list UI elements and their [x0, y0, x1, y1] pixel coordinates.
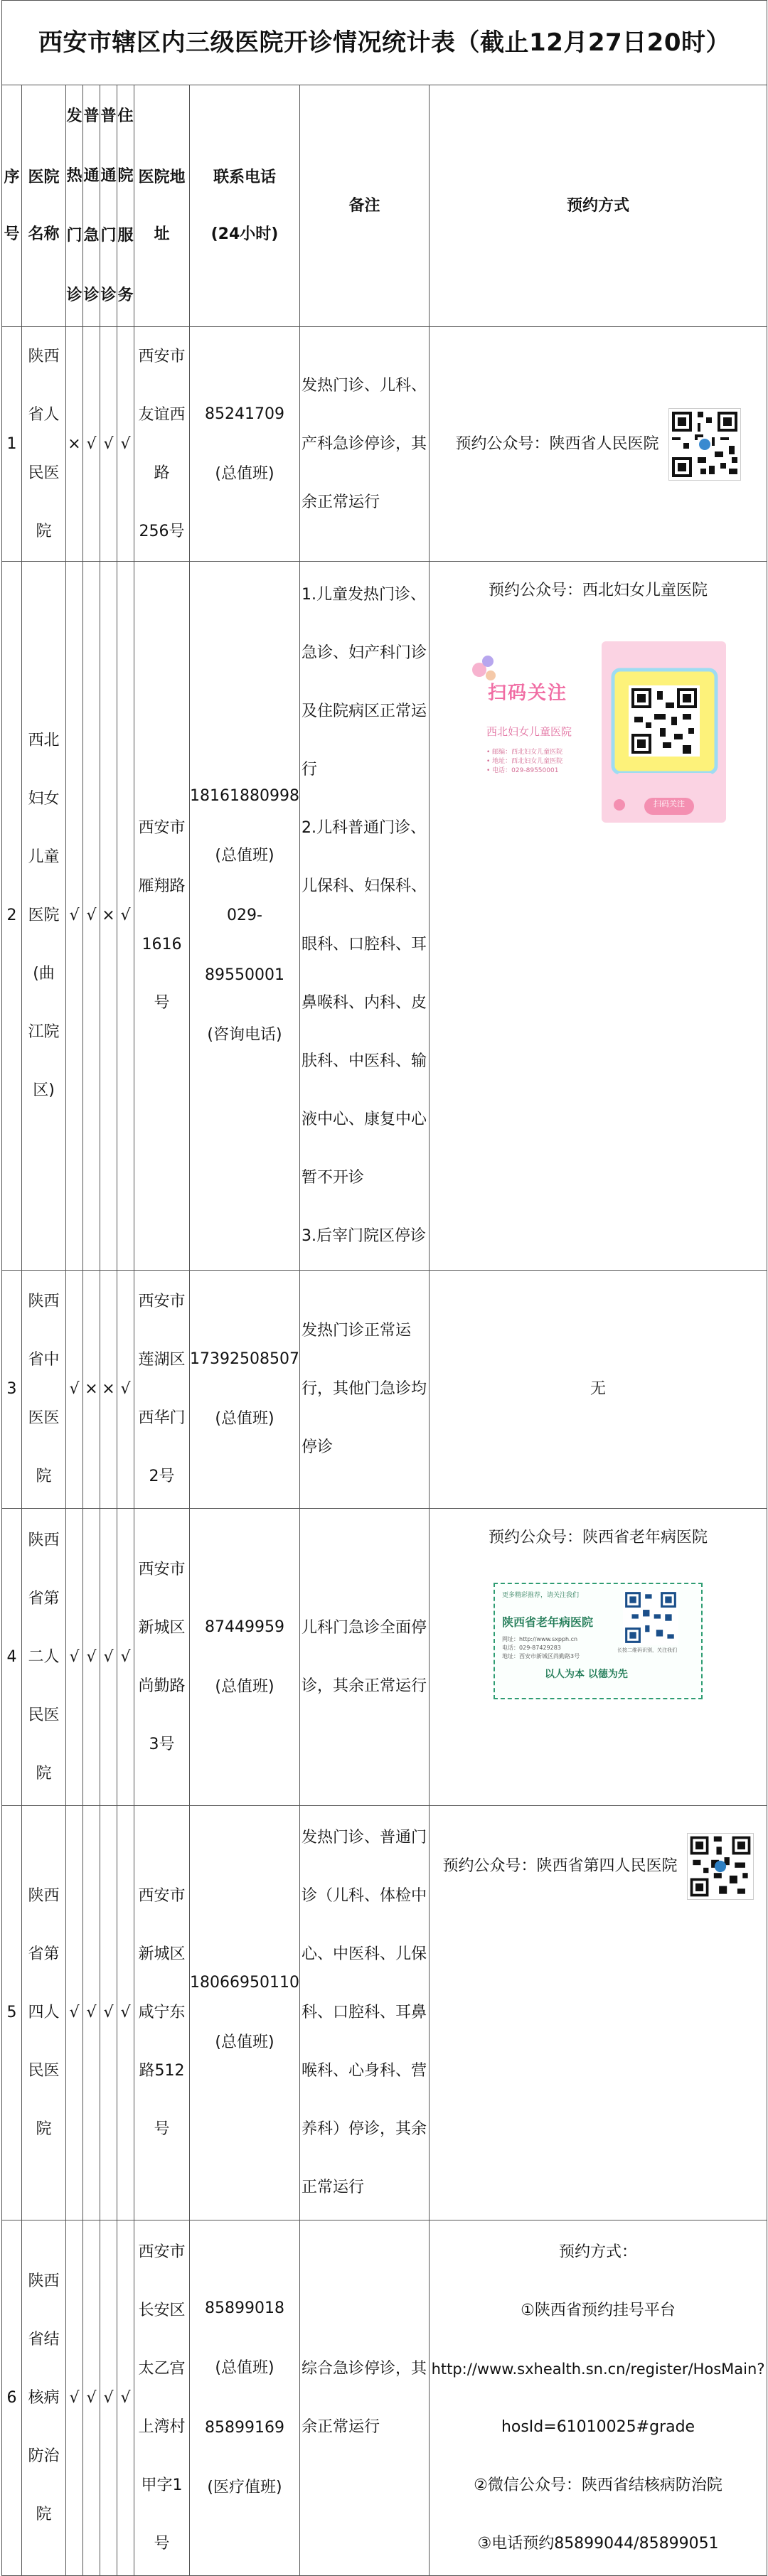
- outpatient-status: ×: [100, 562, 117, 1271]
- reserve-cell: [430, 1806, 767, 2220]
- hospital-phone: 87449959 (总值班): [190, 1509, 300, 1806]
- hospital-phone: 85899018 (总值班) 85899169 (医疗值班): [190, 2220, 300, 2576]
- reserve-line: ②微信公众号：陕西省结核病防治院: [474, 2476, 722, 2494]
- emergency-status: √: [83, 562, 100, 1271]
- inpatient-status: √: [117, 2220, 134, 2576]
- row-no: 3: [2, 1271, 22, 1509]
- outpatient-status: √: [100, 2220, 117, 2576]
- hospital-note: 发热门诊、儿科、 产科急诊停诊，其 余正常运行: [300, 327, 430, 562]
- hospital-note: 发热门诊正常运 行，其他门急诊均 停诊: [300, 1271, 430, 1509]
- reserve-line: ③电话预约85899044/85899051: [477, 2534, 719, 2553]
- promo-headline: 扫码关注: [488, 683, 568, 704]
- qr-code-icon: [668, 408, 741, 481]
- emergency-status: √: [83, 1806, 100, 2220]
- hospital-phone: 18066950110 (总值班): [190, 1806, 300, 2220]
- promo-follow-button[interactable]: 扫码关注: [654, 799, 686, 808]
- row-no: 2: [2, 562, 22, 1271]
- row-no: 5: [2, 1806, 22, 2220]
- fever-status: √: [66, 1806, 83, 2220]
- hospital-note: 发热门诊、普通门 诊（儿科、体检中 心、中医科、儿保 科、口腔科、耳鼻 喉科、心身科、营 养科）停诊，其余 正常运行: [300, 1806, 430, 2220]
- reserve-text: 预约公众号：陕西省人民医院: [455, 434, 659, 453]
- header-seq: 序 号: [2, 85, 22, 327]
- reserve-url[interactable]: hosId=61010025#grade: [501, 2417, 695, 2436]
- reserve-text: 预约公众号：陕西省老年病医院: [489, 1529, 708, 1546]
- reserve-text: 预约公众号：陕西省第四人民医院: [442, 1857, 678, 1875]
- banner-qr-caption: 长按二维码识别，关注我们: [617, 1647, 678, 1653]
- reserve-line: 预约方式：: [559, 2243, 638, 2261]
- hospital-phone: 17392508507 (总值班): [190, 1271, 300, 1509]
- hospital-address: 西安市 新城区 咸宁东 路512 号: [134, 1806, 190, 2220]
- reserve-cell: [430, 327, 767, 562]
- banner-slogan: 以人为本 以德为先: [545, 1669, 628, 1680]
- table-row: [2, 327, 767, 562]
- emergency-status: √: [83, 327, 100, 562]
- hospital-address: 西安市 雁翔路 1616号: [134, 562, 190, 1271]
- hospital-name: 陕西 省中 医医 院: [22, 1271, 66, 1509]
- hospital-address: 西安市 莲湖区 西华门 2号: [134, 1271, 190, 1509]
- reserve-cell: [430, 2220, 767, 2576]
- row-no: 1: [2, 327, 22, 562]
- outpatient-status: ×: [100, 1271, 117, 1509]
- hospital-name: 西北 妇女 儿童 医院 (曲 江院 区): [22, 562, 66, 1271]
- banner-top: 更多精彩推荐，请关注我们: [502, 1592, 580, 1599]
- row-no: 6: [2, 2220, 22, 2576]
- inpatient-status: √: [117, 562, 134, 1271]
- outpatient-status: √: [100, 327, 117, 562]
- hospital-note: 儿科门急诊全面停 诊，其余正常运行: [300, 1509, 430, 1806]
- table-row: [2, 2220, 767, 2576]
- emergency-status: √: [83, 2220, 100, 2576]
- emergency-status: √: [83, 1509, 100, 1806]
- reserve-cell: 无: [430, 1271, 767, 1509]
- header-emergency: 普 通 急 诊: [83, 85, 100, 327]
- inpatient-status: √: [117, 1509, 134, 1806]
- fever-status: √: [66, 2220, 83, 2576]
- table-row: [2, 1271, 767, 1509]
- fever-status: ×: [66, 327, 83, 562]
- header-note: 备注: [300, 85, 430, 327]
- promo-details: • 邮编：西北妇女儿童医院 • 地址：西北妇女儿童医院 • 电话：029-89550001: [486, 749, 563, 774]
- hospital-address: 西安市 长安区 太乙宫 上湾村 甲字1 号: [134, 2220, 190, 2576]
- header-fever: 发 热 门 诊: [66, 85, 83, 327]
- hospital-name: 陕西 省人 民医 院: [22, 327, 66, 562]
- stats-sheet: [1, 0, 767, 2576]
- hospital-note: 1.儿童发热门诊、 急诊、妇产科门诊 及住院病区正常运 行 2.儿科普通门诊、 儿保科、妇保科、 眼科、口腔科、耳 鼻喉科、内科、皮 肤科、中医科、输 液中心、康复中心 暂不开诊 3.后宰门院区停诊: [300, 562, 430, 1271]
- reserve-cell: [430, 1509, 767, 1806]
- fever-status: √: [66, 1271, 83, 1509]
- promo-banner: [494, 1583, 703, 1699]
- hospital-table: [1, 0, 767, 2576]
- qr-code-icon: [623, 1590, 678, 1645]
- hospital-phone: 18161880998 (总值班) 029-89550001 (咨询电话): [190, 562, 300, 1271]
- header-inpatient: 住 院 服 务: [117, 85, 134, 327]
- banner-contact: 网址：http://www.sxpph.cn 电话：029-87429283 地址：西安市新城区尚勤路3号: [502, 1636, 580, 1660]
- table-title: 西安市辖区内三级医院开诊情况统计表（截止12月27日20时）: [2, 1, 767, 85]
- promo-poster: [466, 634, 730, 826]
- inpatient-status: √: [117, 327, 134, 562]
- table-row: [2, 1806, 767, 2220]
- header-phone: 联系电话 (24小时): [190, 85, 300, 327]
- reserve-text: 预约公众号：西北妇女儿童医院: [489, 582, 708, 599]
- reserve-url[interactable]: http://www.sxhealth.sn.cn/register/HosMain?: [431, 2360, 765, 2378]
- header-outpatient: 普 通 门 诊: [100, 85, 117, 327]
- promo-subline: 西北妇女儿童医院: [486, 725, 572, 738]
- qr-code-icon: [629, 685, 700, 757]
- inpatient-status: √: [117, 1271, 134, 1509]
- inpatient-status: √: [117, 1806, 134, 2220]
- qr-code-icon: [687, 1833, 754, 1900]
- header-name: 医院 名称: [22, 85, 66, 327]
- fever-status: √: [66, 1509, 83, 1806]
- hospital-address: 西安市 新城区 尚勤路 3号: [134, 1509, 190, 1806]
- row-no: 4: [2, 1509, 22, 1806]
- hospital-note: 综合急诊停诊，其 余正常运行: [300, 2220, 430, 2576]
- header-address: 医院地 址: [134, 85, 190, 327]
- hospital-name: 陕西 省第 四人 民医 院: [22, 1806, 66, 2220]
- outpatient-status: √: [100, 1509, 117, 1806]
- fever-status: √: [66, 562, 83, 1271]
- table-row: [2, 562, 767, 1271]
- reserve-cell: [430, 562, 767, 1271]
- emergency-status: ×: [83, 1271, 100, 1509]
- hospital-address: 西安市 友谊西 路 256号: [134, 327, 190, 562]
- hospital-phone: 85241709 (总值班): [190, 327, 300, 562]
- header-reserve: 预约方式: [430, 85, 767, 327]
- hospital-name: 陕西 省结 核病 防治 院: [22, 2220, 66, 2576]
- hospital-name: 陕西 省第 二人 民医 院: [22, 1509, 66, 1806]
- banner-hospital-name: 陕西省老年病医院: [502, 1615, 594, 1629]
- outpatient-status: √: [100, 1806, 117, 2220]
- table-row: [2, 1509, 767, 1806]
- header-row: [2, 85, 767, 327]
- reserve-line: ①陕西省预约挂号平台: [521, 2301, 676, 2319]
